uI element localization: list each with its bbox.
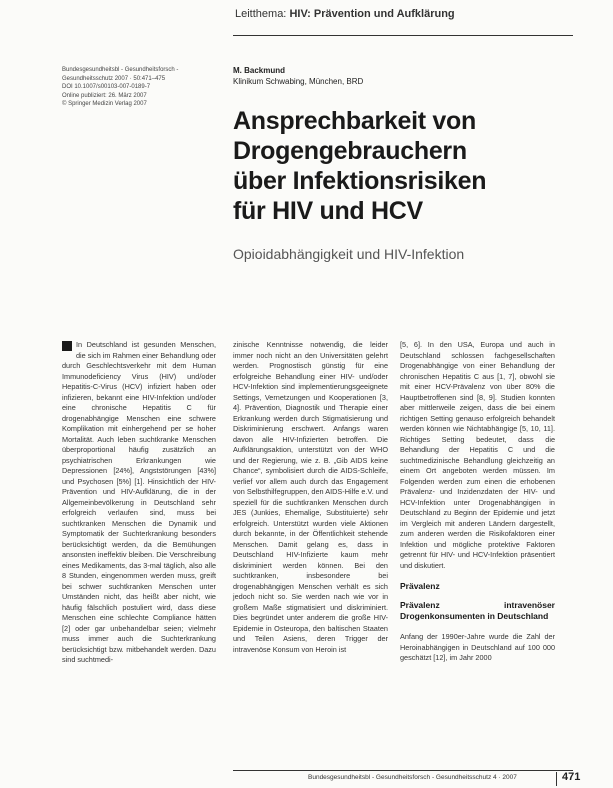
author-affiliation: Klinikum Schwabing, München, BRD <box>233 76 364 86</box>
title-line: über Infektionsrisiken <box>233 167 487 195</box>
article-subtitle: Opioidabhängigkeit und HIV-Infektion <box>233 246 465 262</box>
author-name: M. Backmund <box>233 66 286 75</box>
section-heading: Prävalenz <box>400 581 440 591</box>
header-rule <box>233 35 573 36</box>
body-text: [5, 6]. In den USA, Europa und auch in Deutschland schlossen fachgesellschaften Drogenabhängige von einer Behandlung der chronischen Hepatitis C aus [1, 7], obwohl sie mit einer HCV-Prävalenz von über 80% die Hauptbetroffenen sind [8, 9]. Studien konnten aber mittlerweile zeigen, dass die bei einem richtigen Setting genauso erfolgreich behandelt werden können wie Nichtabhängige [5, 10, 11]. Richtiges Setting bedeutet, dass die Behandlung der Hepatitis C und die suchtmedizinische Behandlung gleichzeitig an einem Ort angeboten werden müssen. Im Folgenden werden zum einen die erhobenen Prävalenz- und Inzidenzdaten der HIV- und HCV-Infektion unter Drogenabhängigen in Deutschland zu Beginn der Epidemie und jetzt im Vergleich mit anderen Ländern dargestellt, zum anderen werden die Risikofaktoren einer Infektion und mögliche protektive Faktoren getrennt für HIV- und HCV-Infektion präsentiert und diskutiert. <box>400 340 555 570</box>
leitthema-topic: HIV: Prävention und Aufklärung <box>289 8 455 20</box>
footer-rule <box>233 770 573 771</box>
body-text: Anfang der 1990er-Jahre wurde die Zahl der Heroinabhängigen in Deutschland auf 100 000 geschätzt [12], im Jahr 2000 <box>400 632 555 662</box>
title-line: Ansprechbarkeit von <box>233 107 476 135</box>
dropcap-square <box>62 341 72 351</box>
meta-line: DOI 10.1007/s00103-007-0189-7 <box>62 84 151 90</box>
title-line: für HIV und HCV <box>233 197 423 225</box>
body-column-3 <box>400 340 555 664</box>
meta-line: © Springer Medizin Verlag 2007 <box>62 101 147 107</box>
body-column-1 <box>62 340 216 666</box>
leitthema-prefix: Leitthema: <box>235 8 287 20</box>
meta-line: Online publiziert: 26. März 2007 <box>62 92 147 99</box>
subsection-heading: Prävalenz intravenöser Drogenkonsumenten in Deutschland <box>400 600 555 621</box>
leitthema-header <box>235 8 455 20</box>
body-text: In Deutschland ist gesunden Menschen, die sich im Rahmen einer Behandlung oder durch Geschlechtsverkehr mit dem Human Immunodeficiency Virus (HIV) und/oder Hepatitis-C-Virus (HCV) infiziert haben oder infizieren, bekannt eine HIV-Infektion und/oder eine chronische Hepatitis C für drogenabhängige Menschen eine schwere Komplikation mit einhergehend per se hoher Mortalität. Auch leben suchtkranke Menschen überproportional häufig zusätzlich an psychiatrischen Erkrankungen wie Depressionen [24%], Angststörungen [43%] und Psychosen [5%] [1]. Hinsichtlich der HIV-Prävention und HIV-Aufklärung, die in der Allgemeinbevölkerung in Deutschland sehr erfolgreich verlaufen sind, muss bei suchtkranken Menschen die Dynamik und Symptomatik der Suchterkrankung besonders berücksichtigt werden, da die Bemühungen ansonsten ineffektiv bleiben. Die Verschreibung eines Medikaments, das 3-mal täglich, also alle 8 Stunden, eingenommen werden muss, greift bei schwer suchtkranken Menschen unter Umständen nicht, das heißt aber nicht, wie häufig fälschlich postuliert wird, dass diese Menschen eine schlechte Compliance hätten [2] oder gar unbehandelbar seien; vielmehr muss immer auch die Suchterkrankung berücksichtigt bzw. mitbehandelt werden. Dazu sind suchtmedi- <box>62 340 216 664</box>
publication-meta <box>62 66 212 109</box>
title-line: Drogengebrauchern <box>233 137 467 165</box>
meta-line: Gesundheitsschutz 2007 · 50:471–475 <box>62 75 166 82</box>
meta-line: Bundesgesundheitsbl - Gesundheitsforsch - <box>62 67 179 73</box>
article-title <box>233 106 573 226</box>
body-text: zinische Kenntnisse notwendig, die leider immer noch nicht an den Universitäten gelehrt werden. Prognostisch günstig für eine erfolgreiche Behandlung einer HIV- und/oder HCV-Infektion sind implementierungsgeeignete Settings, Vernetzungen und Kooperationen [3, 4]. Prävention, Diagnostik und Therapie einer Erkrankung werden durch Stigmatisierung und Diskriminierung erschwert. Anfangs waren davon alle HIV-Infizierten betroffen. Die Aufklärungsaktion, unterstützt von der WHO und der Regierung, wie z. B. „Gib AIDS keine Chance“, symbolisiert durch die AIDS-Schleife, verlief vor allem auch durch das Engagement von Selbsthilfegruppen, den AIDS-Hilfe e.V. und speziell für die suchtkranken Menschen durch JES (Junkies, Ehemalige, Substituierte) sehr erfolgreich. Unterstützt wurden viele Aktionen durch bekannte, in der Öffentlichkeit stehende Menschen. Damit gelang es, dass in Deutschland HIV-Infizierte kaum mehr diskriminiert werden können. Bei den suchtkranken, insbesondere bei drogenabhängigen Menschen verhält es sich jedoch nicht so. Sie werden nach wie vor in großem Maße stigmatisiert und diskriminiert. Dies begründet unter anderem die große HIV-Epidemie in Osteuropa, den baltischen Staaten und Teilen Asiens, deren Trigger der intravenöse Konsum von Heroin ist <box>233 340 388 654</box>
page-number: 471 <box>562 771 581 783</box>
author-block <box>233 66 363 87</box>
body-column-2 <box>233 340 388 655</box>
footer-separator <box>556 772 557 786</box>
journal-footer: Bundesgesundheitsbl - Gesundheitsforsch - Gesundheitsschutz 4 · 2007 <box>308 774 517 781</box>
